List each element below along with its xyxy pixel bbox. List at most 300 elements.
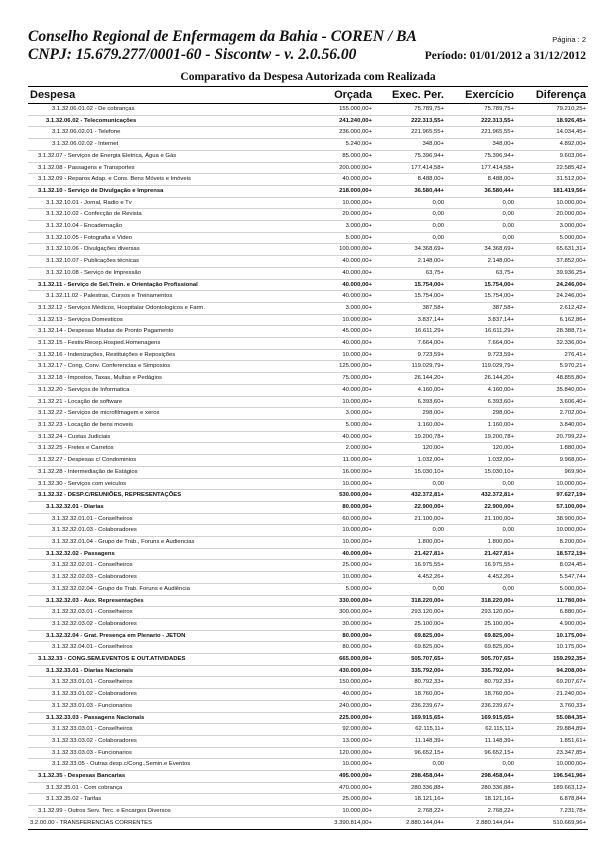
row-orcada: 5.000,00+: [302, 419, 374, 431]
table-row: [28, 478, 588, 490]
row-exec-per: 0,00: [374, 209, 446, 221]
table-row: [28, 115, 588, 127]
row-exec-per: 75.396,94+: [374, 150, 446, 162]
row-diferenca: 181.419,56+: [516, 185, 588, 197]
row-exec-per: 505.707,65+: [374, 654, 446, 666]
row-exec-per: 69.825,00+: [374, 642, 446, 654]
row-description: 3.1.32.32.01.01 - Conselheiros: [28, 513, 302, 525]
row-exercicio: 96.652,15+: [446, 747, 516, 759]
row-diferenca: 5.547,74+: [516, 572, 588, 584]
row-orcada: 92.000,00+: [302, 724, 374, 736]
row-orcada: 470.000,00+: [302, 782, 374, 794]
row-description: 3.1.32.09 - Reparos Adap. e Cons. Bens Móveis e Imóveis: [28, 174, 302, 186]
row-description: 3.1.32.35 - Despesas Bancarias: [28, 771, 302, 783]
row-exec-per: 16.975,55+: [374, 560, 446, 572]
row-diferenca: 23.347,85+: [516, 747, 588, 759]
row-diferenca: 24.246,00+: [516, 291, 588, 303]
row-exec-per: 0,00: [374, 525, 446, 537]
row-exercicio: 36.580,44+: [446, 185, 516, 197]
row-diferenca: 1.851,61+: [516, 735, 588, 747]
row-orcada: 225.000,00+: [302, 712, 374, 724]
row-exercicio: 34.368,69+: [446, 244, 516, 256]
table-row: [28, 689, 588, 701]
table-row: [28, 700, 588, 712]
report-period: Período: 01/01/2012 a 31/12/2012: [424, 50, 586, 62]
table-row: [28, 654, 588, 666]
table-row: [28, 677, 588, 689]
table-row: [28, 630, 588, 642]
table-row: [28, 525, 588, 537]
table-row: [28, 279, 588, 291]
table-row: [28, 267, 588, 279]
row-exercicio: 18.760,00+: [446, 689, 516, 701]
row-orcada: 665.000,00+: [302, 654, 374, 666]
row-exercicio: 16.975,55+: [446, 560, 516, 572]
row-diferenca: 38.900,00+: [516, 513, 588, 525]
table-row: [28, 712, 588, 724]
row-diferenca: 55.084,35+: [516, 712, 588, 724]
row-orcada: 80.000,00+: [302, 630, 374, 642]
row-orcada: 40.000,00+: [302, 431, 374, 443]
row-description: 3.1.32.33.01.02 - Colaboradores: [28, 689, 302, 701]
row-exec-per: 22.900,00+: [374, 501, 446, 513]
row-description: 3.1.32.27 - Despesas c/ Condominios: [28, 455, 302, 467]
row-description: 3.1.32.13 - Serviços Domesticos: [28, 314, 302, 326]
row-exec-per: 15.754,00+: [374, 291, 446, 303]
row-exec-per: 0,00: [374, 478, 446, 490]
row-description: 3.1.32.10.06 - Divulgações diversas: [28, 244, 302, 256]
table-row: [28, 291, 588, 303]
row-diferenca: 3.000,00+: [516, 221, 588, 233]
table-row: [28, 618, 588, 630]
row-diferenca: 4.892,00+: [516, 139, 588, 151]
table-row: [28, 642, 588, 654]
row-diferenca: 11.780,00+: [516, 595, 588, 607]
row-orcada: 40.000,00+: [302, 384, 374, 396]
row-diferenca: 8.024,45+: [516, 560, 588, 572]
table-row: [28, 150, 588, 162]
row-orcada: 13.000,00+: [302, 735, 374, 747]
row-exercicio: 9.723,59+: [446, 349, 516, 361]
table-row: [28, 361, 588, 373]
row-description: 3.1.32.32.04 - Grat. Presença em Plenario - JETON: [28, 630, 302, 642]
row-diferenca: 79.210,25+: [516, 104, 588, 116]
row-exec-per: 16.611,29+: [374, 326, 446, 338]
table-row: [28, 537, 588, 549]
row-orcada: 75.000,00+: [302, 373, 374, 385]
row-exercicio: 26.144,20+: [446, 373, 516, 385]
row-orcada: 150.000,00+: [302, 677, 374, 689]
row-orcada: 300.000,00+: [302, 607, 374, 619]
row-exec-per: 298,00+: [374, 408, 446, 420]
table-row: [28, 338, 588, 350]
row-diferenca: 9.603,06+: [516, 150, 588, 162]
row-description: 3.1.32.07 - Serviços de Energia Eletrica, Água e Gás: [28, 150, 302, 162]
row-description: 3.1.32.12 - Serviços Médicos, Hospitalar Odontologicos e Farm.: [28, 302, 302, 314]
row-diferenca: 4.900,00+: [516, 618, 588, 630]
row-description: 3.1.32.10.02 - Confecção de Revista: [28, 209, 302, 221]
row-exercicio: 298.458,04+: [446, 771, 516, 783]
row-exercicio: 348,00+: [446, 139, 516, 151]
row-diferenca: 10.000,00+: [516, 478, 588, 490]
row-description: 3.1.32.23 - Locação de bens moveis: [28, 419, 302, 431]
row-exercicio: 62.115,11+: [446, 724, 516, 736]
row-exercicio: 80.792,33+: [446, 677, 516, 689]
table-row: [28, 771, 588, 783]
row-exec-per: 432.372,81+: [374, 490, 446, 502]
table-row: [28, 560, 588, 572]
row-exec-per: 0,00: [374, 232, 446, 244]
table-row: [28, 326, 588, 338]
row-orcada: 40.000,00+: [302, 174, 374, 186]
row-description: 3.1.32.32.02.04 - Grupo de Trab. Foruns e Audiência: [28, 583, 302, 595]
row-exec-per: 15.030,10+: [374, 466, 446, 478]
row-orcada: 3.000,00+: [302, 302, 374, 314]
row-exec-per: 0,00: [374, 759, 446, 771]
row-description: 3.1.32.33.01.01 - Conselheiros: [28, 677, 302, 689]
row-diferenca: 94.208,00+: [516, 665, 588, 677]
table-row: [28, 455, 588, 467]
row-orcada: 100.000,00+: [302, 244, 374, 256]
row-exec-per: 1.800,00+: [374, 537, 446, 549]
row-exec-per: 11.148,39+: [374, 735, 446, 747]
row-exec-per: 8.488,00+: [374, 174, 446, 186]
row-description: 3.1.32.20 - Serviços de Informatica: [28, 384, 302, 396]
row-exec-per: 348,00+: [374, 139, 446, 151]
row-description: 3.1.32.32.01.04 - Grupo de Trab., Foruns e Audiencias: [28, 537, 302, 549]
row-exec-per: 63,75+: [374, 267, 446, 279]
row-exercicio: 25.100,00+: [446, 618, 516, 630]
row-description: 3.1.32.10 - Serviço de Divulgação e Imprensa: [28, 185, 302, 197]
row-orcada: 218.000,00+: [302, 185, 374, 197]
row-description: 3.1.32.32.02.01 - Conselheiros: [28, 560, 302, 572]
row-orcada: 5.240,00+: [302, 139, 374, 151]
row-exec-per: 280.336,88+: [374, 782, 446, 794]
row-description: 3.1.32.30 - Serviços com veiculos: [28, 478, 302, 490]
cnpj-line: CNPJ: 15.679.277/0001-60 - Siscontw - v. 2.0.56.00: [28, 46, 357, 63]
row-diferenca: 189.663,12+: [516, 782, 588, 794]
row-orcada: 60.000,00+: [302, 513, 374, 525]
row-description: 3.1.32.10.05 - Fotografia e Video: [28, 232, 302, 244]
row-exec-per: 1.032,00+: [374, 455, 446, 467]
row-description: 3.1.32.06.01.02 - De cobranças: [28, 104, 302, 116]
row-diferenca: 29.884,89+: [516, 724, 588, 736]
row-diferenca: 39.936,25+: [516, 267, 588, 279]
row-orcada: 10.000,00+: [302, 314, 374, 326]
row-diferenca: 10.000,00+: [516, 197, 588, 209]
row-diferenca: 35.840,00+: [516, 384, 588, 396]
row-diferenca: 57.100,00+: [516, 501, 588, 513]
row-orcada: 10.000,00+: [302, 525, 374, 537]
row-exercicio: 169.915,65+: [446, 712, 516, 724]
row-exec-per: 298.458,04+: [374, 771, 446, 783]
row-diferenca: 1.880,00+: [516, 443, 588, 455]
row-description: 3.1.32.33.03.02 - Colaboradores: [28, 735, 302, 747]
row-diferenca: 6.880,00+: [516, 607, 588, 619]
row-exec-per: 0,00: [374, 221, 446, 233]
row-diferenca: 3.606,40+: [516, 396, 588, 408]
row-description: 3.1.32.33.03.01 - Conselheiros: [28, 724, 302, 736]
table-row: [28, 806, 588, 818]
row-description: 3.1.32.11.02 - Palestras, Cursos e Treinamentos: [28, 291, 302, 303]
row-exec-per: 236.239,67+: [374, 700, 446, 712]
row-orcada: 85.000,00+: [302, 150, 374, 162]
row-orcada: 495.000,00+: [302, 771, 374, 783]
row-diferenca: 48.855,80+: [516, 373, 588, 385]
row-description: 3.1.32.15 - Festiv.Recep.Hosped.Homenagens: [28, 338, 302, 350]
table-row: [28, 759, 588, 771]
row-exercicio: 335.792,00+: [446, 665, 516, 677]
table-row: [28, 724, 588, 736]
row-description: 3.1.32.21 - Locação de software: [28, 396, 302, 408]
row-exec-per: 2.148,00+: [374, 256, 446, 268]
row-exec-per: 26.144,20+: [374, 373, 446, 385]
row-exercicio: 15.754,00+: [446, 291, 516, 303]
row-orcada: 10.000,00+: [302, 759, 374, 771]
row-exec-per: 169.915,65+: [374, 712, 446, 724]
row-diferenca: 5.000,00+: [516, 232, 588, 244]
row-orcada: 125.000,00+: [302, 361, 374, 373]
row-orcada: 40.000,00+: [302, 279, 374, 291]
row-exercicio: 1.160,00+: [446, 419, 516, 431]
row-description: 3.1.32.10.01 - Jornal, Radio e Tv: [28, 197, 302, 209]
row-exec-per: 1.160,00+: [374, 419, 446, 431]
row-exec-per: 34.368,69+: [374, 244, 446, 256]
row-exec-per: 6.393,60+: [374, 396, 446, 408]
row-exercicio: 0,00: [446, 197, 516, 209]
row-exec-per: 9.723,59+: [374, 349, 446, 361]
row-exercicio: 2.768,22+: [446, 806, 516, 818]
row-exercicio: 21.100,00+: [446, 513, 516, 525]
row-exec-per: 0,00: [374, 583, 446, 595]
row-description: 3.1.32.33.03 - Passagens Nacionais: [28, 712, 302, 724]
row-description: 3.1.32.14 - Despesas Miudas de Pronto Pagamento: [28, 326, 302, 338]
row-diferenca: 37.852,00+: [516, 256, 588, 268]
table-row: [28, 513, 588, 525]
row-diferenca: 3.760,33+: [516, 700, 588, 712]
row-exec-per: 221.965,55+: [374, 127, 446, 139]
row-diferenca: 159.292,35+: [516, 654, 588, 666]
row-orcada: 530.000,00+: [302, 490, 374, 502]
row-exec-per: 15.754,00+: [374, 279, 446, 291]
row-exercicio: 119.029,79+: [446, 361, 516, 373]
row-exercicio: 298,00+: [446, 408, 516, 420]
table-row: [28, 466, 588, 478]
table-row: [28, 104, 588, 116]
row-exec-per: 21.427,81+: [374, 548, 446, 560]
row-orcada: 10.000,00+: [302, 349, 374, 361]
row-exec-per: 335.792,00+: [374, 665, 446, 677]
row-orcada: 25.000,00+: [302, 560, 374, 572]
row-exec-per: 3.837,14+: [374, 314, 446, 326]
row-description: 3.1.32.32 - DESP.C/REUNIÕES, REPRESENTAÇÕES: [28, 490, 302, 502]
row-orcada: 10.000,00+: [302, 478, 374, 490]
row-diferenca: 2.702,00+: [516, 408, 588, 420]
row-exercicio: 0,00: [446, 478, 516, 490]
table-row: [28, 256, 588, 268]
row-diferenca: 97.627,19+: [516, 490, 588, 502]
row-description: 3.1.32.33.01 - Diarias Nacionais: [28, 665, 302, 677]
row-orcada: 120.000,00+: [302, 747, 374, 759]
row-diferenca: 10.000,00+: [516, 525, 588, 537]
row-diferenca: 24.246,00+: [516, 279, 588, 291]
row-orcada: 16.000,00+: [302, 466, 374, 478]
row-description: 3.1.32.32.02 - Passagens: [28, 548, 302, 560]
row-diferenca: 10.000,00+: [516, 759, 588, 771]
expense-table: [28, 86, 588, 830]
row-diferenca: 31.512,00+: [516, 174, 588, 186]
row-orcada: 200.000,00+: [302, 162, 374, 174]
row-description: 3.2.00.00 - TRANSFERENCIAS CORRENTES: [28, 817, 302, 829]
table-row: [28, 572, 588, 584]
row-exec-per: 4.160,00+: [374, 384, 446, 396]
table-row: [28, 127, 588, 139]
row-exec-per: 25.100,00+: [374, 618, 446, 630]
table-row: [28, 419, 588, 431]
table-row: [28, 665, 588, 677]
row-exercicio: 432.372,81+: [446, 490, 516, 502]
row-exercicio: 0,00: [446, 583, 516, 595]
table-row: [28, 162, 588, 174]
row-diferenca: 32.336,00+: [516, 338, 588, 350]
col-header-exercicio: Exercício: [446, 87, 516, 104]
table-row: [28, 174, 588, 186]
row-exercicio: 4.452,26+: [446, 572, 516, 584]
row-exercicio: 7.664,00+: [446, 338, 516, 350]
row-orcada: 80.000,00+: [302, 642, 374, 654]
row-exercicio: 0,00: [446, 221, 516, 233]
row-orcada: 430.000,00+: [302, 665, 374, 677]
row-exercicio: 1.800,00+: [446, 537, 516, 549]
row-orcada: 40.000,00+: [302, 256, 374, 268]
row-diferenca: 196.541,96+: [516, 771, 588, 783]
row-orcada: 3.390.814,00+: [302, 817, 374, 829]
row-orcada: 40.000,00+: [302, 291, 374, 303]
row-exercicio: 2.880.144,04+: [446, 817, 516, 829]
row-exec-per: 96.652,15+: [374, 747, 446, 759]
row-orcada: 40.000,00+: [302, 267, 374, 279]
row-exec-per: 18.121,16+: [374, 794, 446, 806]
row-orcada: 45.000,00+: [302, 326, 374, 338]
row-exec-per: 120,00+: [374, 443, 446, 455]
row-orcada: 10.000,00+: [302, 806, 374, 818]
row-exercicio: 75.789,75+: [446, 104, 516, 116]
row-diferenca: 9.968,00+: [516, 455, 588, 467]
row-exercicio: 69.825,00+: [446, 642, 516, 654]
col-header-despesa: Despesa: [28, 87, 302, 104]
row-orcada: 25.000,00+: [302, 794, 374, 806]
row-orcada: 30.000,00+: [302, 618, 374, 630]
table-row: [28, 431, 588, 443]
row-exec-per: 119.029,79+: [374, 361, 446, 373]
row-description: 3.1.32.06.02.01 - Telefone: [28, 127, 302, 139]
row-description: 3.1.32.06.02 - Telecomunicações: [28, 115, 302, 127]
row-diferenca: 14.034,45+: [516, 127, 588, 139]
row-description: 3.1.32.32.04.01 - Conselheiros: [28, 642, 302, 654]
row-orcada: 40.000,00+: [302, 338, 374, 350]
row-orcada: 155.000,00+: [302, 104, 374, 116]
table-row: [28, 373, 588, 385]
row-diferenca: 2.612,42+: [516, 302, 588, 314]
row-orcada: 80.000,00+: [302, 501, 374, 513]
row-description: 3.1.32.25 - Fretes e Carretos: [28, 443, 302, 455]
row-exec-per: 0,00: [374, 197, 446, 209]
col-header-exec-per: Exec. Per.: [374, 87, 446, 104]
table-row: [28, 548, 588, 560]
row-exercicio: 318.220,00+: [446, 595, 516, 607]
row-orcada: 11.000,00+: [302, 455, 374, 467]
col-header-orcada: Orçada: [302, 87, 374, 104]
row-description: 3.1.32.17 - Cong. Conv. Conferencias e Simposios: [28, 361, 302, 373]
table-row: [28, 595, 588, 607]
page-number: Página : 2: [552, 35, 586, 44]
row-orcada: 10.000,00+: [302, 197, 374, 209]
row-exec-per: 2.768,22+: [374, 806, 446, 818]
row-diferenca: 18.572,19+: [516, 548, 588, 560]
row-description: 3.1.32.11 - Serviço de Sel.Trein. e Orientação Profissional: [28, 279, 302, 291]
row-diferenca: 6.162,86+: [516, 314, 588, 326]
row-orcada: 20.000,00+: [302, 209, 374, 221]
row-orcada: 330.000,00+: [302, 595, 374, 607]
row-description: 3.1.32.35.01 - Com cobrança: [28, 782, 302, 794]
row-exercicio: 4.160,00+: [446, 384, 516, 396]
row-exec-per: 7.664,00+: [374, 338, 446, 350]
col-header-diferenca: Diferença: [516, 87, 588, 104]
row-exec-per: 62.115,11+: [374, 724, 446, 736]
row-description: 3.1.32.32.02.03 - Colaboradores: [28, 572, 302, 584]
row-exercicio: 0,00: [446, 209, 516, 221]
table-row: [28, 209, 588, 221]
row-diferenca: 6.878,84+: [516, 794, 588, 806]
row-exercicio: 22.900,00+: [446, 501, 516, 513]
row-description: 3.1.32.99 - Outros Serv. Terc. e Encargos Diversos: [28, 806, 302, 818]
row-description: 3.1.32.16 - Indenizações, Restituições e Reposições: [28, 349, 302, 361]
row-diferenca: 969,90+: [516, 466, 588, 478]
row-orcada: 40.000,00+: [302, 689, 374, 701]
table-row: [28, 349, 588, 361]
table-body: [28, 104, 588, 830]
row-orcada: 5.000,00+: [302, 232, 374, 244]
report-subtitle: Comparativo da Despesa Autorizada com Realizada: [180, 71, 436, 83]
row-exercicio: 8.488,00+: [446, 174, 516, 186]
row-diferenca: 69.207,67+: [516, 677, 588, 689]
row-exec-per: 18.760,00+: [374, 689, 446, 701]
row-exercicio: 21.427,81+: [446, 548, 516, 560]
table-row: [28, 302, 588, 314]
row-exec-per: 69.825,00+: [374, 630, 446, 642]
row-description: 3.1.32.35.02 - Tarifas: [28, 794, 302, 806]
table-row: [28, 782, 588, 794]
row-exercicio: 18.121,16+: [446, 794, 516, 806]
row-exercicio: 236.239,67+: [446, 700, 516, 712]
row-exec-per: 293.120,00+: [374, 607, 446, 619]
table-row: [28, 607, 588, 619]
row-description: 3.1.32.10.07 - Publicações técnicas: [28, 256, 302, 268]
table-row: [28, 221, 588, 233]
row-exec-per: 318.220,00+: [374, 595, 446, 607]
row-exercicio: 16.611,29+: [446, 326, 516, 338]
row-orcada: 10.000,00+: [302, 537, 374, 549]
row-orcada: 10.000,00+: [302, 396, 374, 408]
row-orcada: 10.000,00+: [302, 572, 374, 584]
row-exercicio: 19.200,78+: [446, 431, 516, 443]
row-exec-per: 19.200,78+: [374, 431, 446, 443]
row-description: 3.1.32.32.03.02 - Colaboradores: [28, 618, 302, 630]
row-description: 3.1.32.24 - Custas Judiciais: [28, 431, 302, 443]
row-diferenca: 18.926,45+: [516, 115, 588, 127]
row-orcada: 5.000,00+: [302, 583, 374, 595]
row-exercicio: 280.336,88+: [446, 782, 516, 794]
